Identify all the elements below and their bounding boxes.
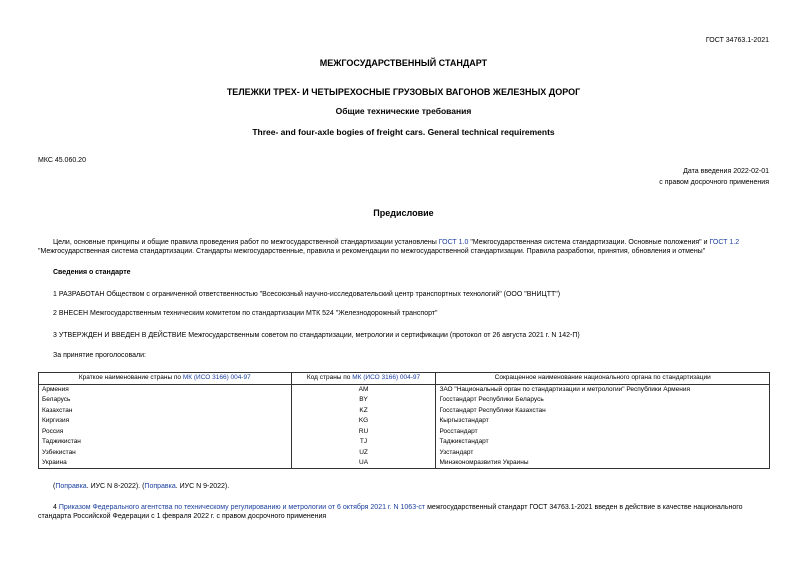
voted-for-label: За принятие проголосовали:: [53, 352, 146, 359]
header-text: Краткое наименование страны по: [78, 374, 183, 382]
cell-country: Армения: [39, 385, 292, 396]
cell-code: AM: [291, 385, 436, 396]
document-title: ТЕЛЕЖКИ ТРЕХ- И ЧЕТЫРЕХОСНЫЕ ГРУЗОВЫХ ВАГОНОВ ЖЕЛЕЗНЫХ ДОРОГ: [226, 87, 581, 97]
column-header-body: Сокращенное наименование национального органа по стандартизации: [436, 373, 770, 385]
cell-code: KG: [291, 416, 436, 427]
document-subtitle: Общие технические требования: [335, 106, 472, 116]
order-number: 4: [53, 504, 59, 511]
cell-body: Таджикстандарт: [436, 437, 770, 448]
cell-country: Украина: [39, 458, 292, 469]
table-row: [39, 437, 770, 448]
cell-country: Казахстан: [39, 406, 292, 417]
table-row: [39, 458, 770, 469]
cell-code: TJ: [291, 437, 436, 448]
amendment-link-1[interactable]: Поправка: [55, 483, 87, 490]
cell-body: Узстандарт: [436, 448, 770, 459]
cell-country: Беларусь: [39, 395, 292, 406]
approved-by: 3 УТВЕРЖДЕН И ВВЕДЕН В ДЕЙСТВИЕ Межгосударственным советом по стандартизации, метрологии и сертификации (протокол от 26 августа 2021 г. N 142-П): [53, 332, 580, 339]
cell-country: Узбекистан: [39, 448, 292, 459]
document-title-english: Three- and four-axle bogies of freight cars. General technical requirements: [252, 127, 555, 137]
table-row: [39, 416, 770, 427]
amendment-text: . ИУС N 8-2022). (: [86, 483, 145, 490]
cell-code: RU: [291, 427, 436, 438]
foreword-text: "Межгосударственная система стандартизации. Основные положения" и: [468, 239, 710, 246]
foreword-heading: Предисловие: [373, 208, 434, 218]
mk-iso-3166-link[interactable]: МК (ИСО 3166) 004-97: [352, 374, 421, 382]
cell-country: Россия: [39, 427, 292, 438]
mks-code: МКС 45.060.20: [38, 157, 86, 164]
standard-type-heading: МЕЖГОСУДАРСТВЕННЫЙ СТАНДАРТ: [319, 58, 488, 68]
amendments-note: [53, 483, 229, 492]
cell-body: Кыргызстандарт: [436, 416, 770, 427]
cell-code: UA: [291, 458, 436, 469]
submitted-by: 2 ВНЕСЕН Межгосударственным техническим комитетом по стандартизации МТК 524 "Железнодорожный транспорт": [53, 310, 438, 317]
cell-body: Госстандарт Республики Беларусь: [436, 395, 770, 406]
table-row: [39, 448, 770, 459]
foreword-text: Цели, основные принципы и общие правила проведения работ по межгосударственной стандартизации установлены: [53, 239, 439, 246]
votes-table: [38, 372, 770, 469]
cell-country: Таджикистан: [39, 437, 292, 448]
column-header-country: [39, 373, 292, 385]
cell-body: Госстандарт Республики Казахстан: [436, 406, 770, 417]
cell-body: ЗАО "Национальный орган по стандартизации и метрологии" Республики Армения: [436, 385, 770, 396]
developed-by: 1 РАЗРАБОТАН Обществом с ограниченной ответственностью "Всесоюзный научно-исследовательский центр транспортных технологий" (ООО "ВНИЦТТ"): [53, 291, 561, 298]
amendment-text: . ИУС N 9-2022).: [175, 483, 230, 490]
document-number: ГОСТ 34763.1-2021: [705, 37, 769, 44]
foreword-paragraph: [38, 239, 773, 257]
standard-info-heading: Сведения о стандарте: [53, 269, 131, 276]
amendment-link-2[interactable]: Поправка: [144, 483, 176, 490]
table-header-row: [39, 373, 770, 385]
table-row: [39, 427, 770, 438]
intro-date: Дата введения 2022-02-01: [683, 168, 769, 175]
rosstandart-order-link[interactable]: Приказом Федерального агентства по техническому регулированию и метрологии от 6 октября 2021 г. N 1063-ст: [58, 504, 426, 511]
cell-body: Росстандарт: [436, 427, 770, 438]
column-header-code: [291, 373, 436, 385]
foreword-text: "Межгосударственная система стандартизации. Стандарты межгосударственные, правила и рекомендации по межгосударственной стандартизации. Правила разработки, принятия, обновления и отмены": [38, 247, 706, 255]
gost-1-2-link[interactable]: ГОСТ 1.2: [709, 239, 740, 246]
early-application-note: с правом досрочного применения: [659, 179, 769, 186]
table-row: [39, 385, 770, 396]
amendment-text: (: [53, 483, 56, 490]
gost-1-0-link[interactable]: ГОСТ 1.0: [438, 239, 469, 246]
order-paragraph: [38, 504, 773, 522]
cell-code: KZ: [291, 406, 436, 417]
cell-code: UZ: [291, 448, 436, 459]
header-text: Код страны по: [306, 374, 353, 382]
cell-country: Киргизия: [39, 416, 292, 427]
cell-code: BY: [291, 395, 436, 406]
cell-body: Минэкономразвития Украины: [436, 458, 770, 469]
table-row: [39, 395, 770, 406]
mk-iso-3166-link[interactable]: МК (ИСО 3166) 004-97: [182, 374, 251, 382]
order-text: межгосударственный стандарт ГОСТ 34763.1-2021 введен в действие в качестве национального стандарта Российской Федерации с 1 февраля 2022 г. с правом досрочного применения: [38, 504, 743, 520]
table-row: [39, 406, 770, 417]
